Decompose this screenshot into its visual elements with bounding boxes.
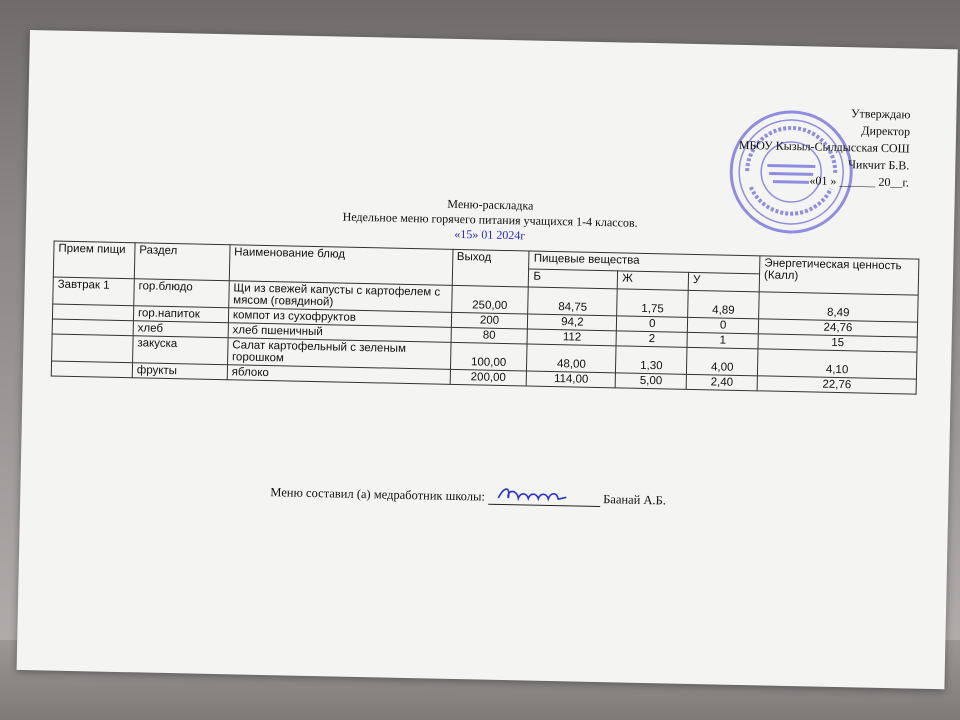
cell-section: гор.блюдо [134,279,229,308]
cell-dish: Салат картофельный с зеленым горошком [227,338,450,370]
cell-fat: 2 [616,331,687,347]
cell-carbs: 2,40 [686,374,757,390]
cell-section: гор.напиток [133,306,228,323]
document-subtitle: Недельное меню горячего питания учащихся 1-4 классов. [342,209,638,230]
cell-dish: компот из сухофруктов [228,308,451,328]
header-carbs: У [688,272,759,291]
cell-protein: 84,75 [528,287,617,316]
cell-output: 80 [451,327,528,344]
cell-meal [52,319,133,336]
signature-name: Баанай А.Б. [603,492,667,508]
cell-carbs: 4,89 [688,290,759,318]
cell-energy: 24,76 [758,319,917,337]
approval-line-approve: Утверждаю [850,106,911,122]
cell-dish: Щи из свежей капусты с картофелем с мясом (говядиной) [229,281,452,313]
menu-table [51,241,920,395]
signature-label: Меню составил (а) медработник школы: [270,485,486,504]
signature-block [270,483,666,508]
cell-meal: Завтрак 1 [53,277,134,306]
cell-fat: 5,00 [615,373,686,389]
cell-meal [51,361,132,378]
approval-line-director: Директор [861,123,911,139]
cell-protein: 48,00 [527,344,616,373]
cell-energy: 15 [758,334,917,352]
document-title: Меню-раскладка [447,196,534,213]
cell-energy: 22,76 [757,376,916,394]
cell-carbs: 4,00 [687,347,758,375]
cell-protein: 94,2 [528,314,617,331]
cell-dish: яблоко [227,365,450,385]
header-dish: Наименование блюд [229,245,452,286]
cell-output: 200 [451,312,528,329]
header-section: Раздел [134,243,230,281]
header-meal: Прием пищи [53,241,135,279]
approval-line-date: «01 » ______ 20__г. [809,173,910,190]
document-sheet [17,30,958,689]
cell-carbs: 1 [687,332,758,348]
cell-fat: 1,75 [617,289,688,317]
cell-output: 100,00 [450,342,527,371]
document-date: «15» 01 2024г [454,226,526,243]
header-protein: Б [529,269,618,289]
cell-meal [52,304,133,321]
cell-energy: 4,10 [758,349,917,379]
cell-protein: 114,00 [527,371,616,388]
cell-meal [52,334,133,363]
cell-dish: хлеб пшеничный [228,323,451,343]
cell-section: хлеб [133,321,228,338]
approval-block [738,103,911,192]
handwritten-signature [494,482,594,506]
cell-section: закуска [132,336,227,365]
header-energy: Энергетическая ценность (Калл) [759,256,919,295]
cell-protein: 112 [527,329,616,346]
cell-fat: 1,30 [616,346,687,374]
approval-line-school: МБОУ Кызыл-Сылдысская СОШ [738,137,910,156]
header-fat: Ж [618,271,689,290]
cell-section: фрукты [132,363,227,380]
cell-energy: 8,49 [759,292,918,322]
cell-carbs: 0 [688,317,759,333]
cell-fat: 0 [617,316,688,332]
header-nutrients: Пищевые вещества [529,251,760,274]
approval-line-name: Чикчит Б.В. [848,157,910,173]
cell-output: 250,00 [451,285,528,314]
signature-line [488,488,600,507]
header-output: Выход [452,249,530,287]
cell-output: 200,00 [450,369,527,386]
